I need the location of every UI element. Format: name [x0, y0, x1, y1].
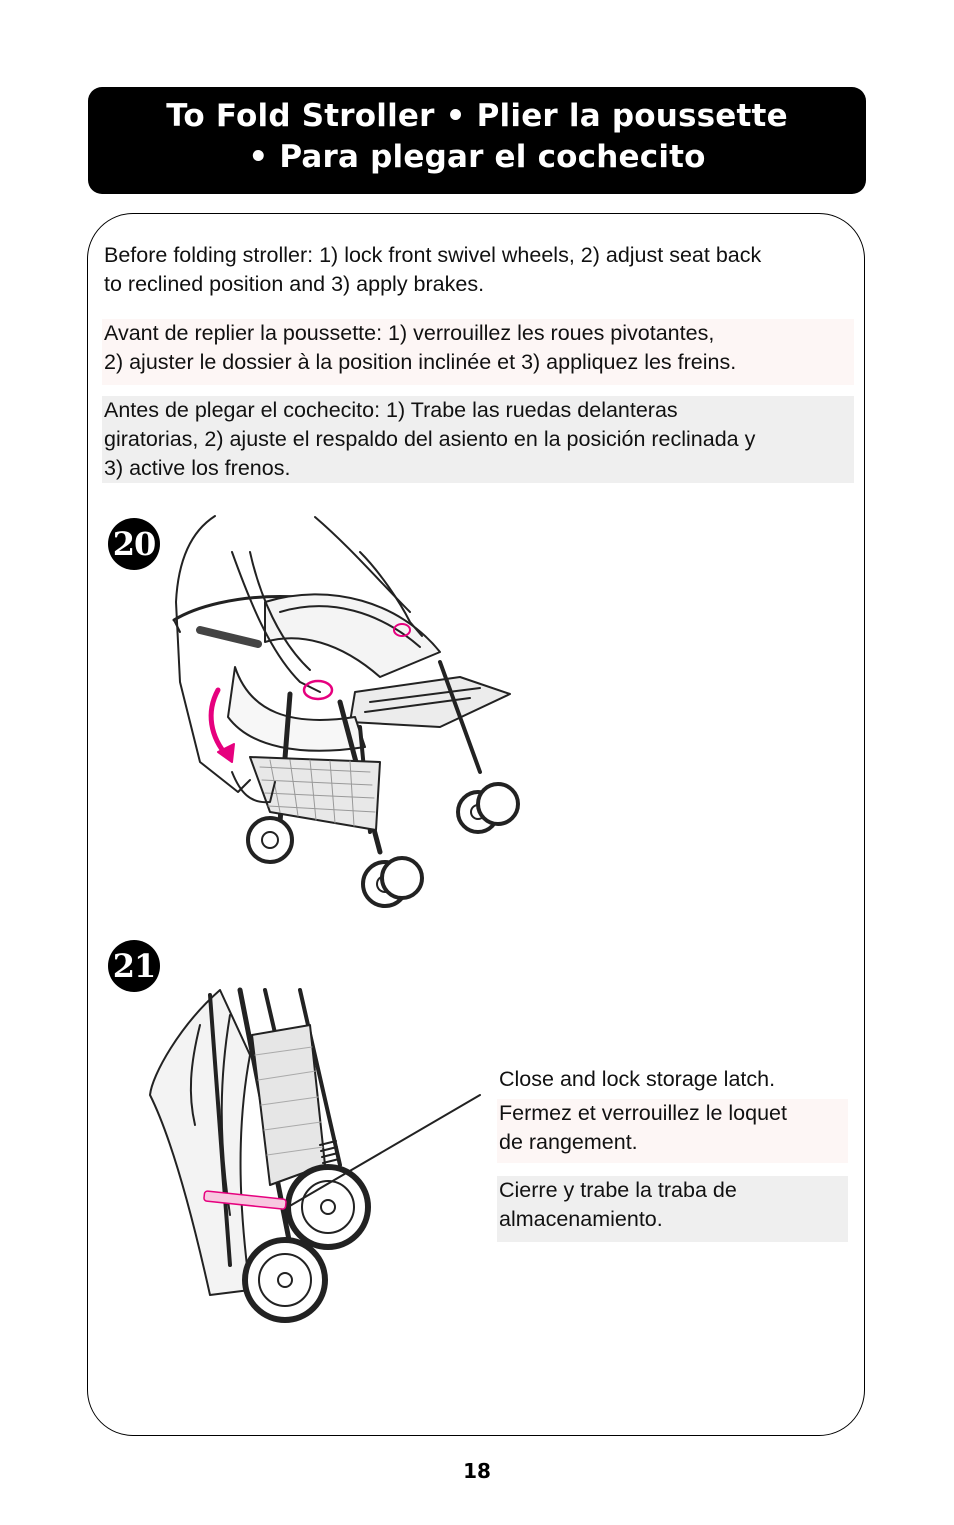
step-number-badge: 20: [108, 518, 160, 570]
header-title-line-2: • Para plegar el cochecito: [248, 139, 706, 175]
page-number: 18: [463, 1459, 491, 1483]
caption-spanish: Cierre y trabe la traba de almacenamiento.: [497, 1176, 848, 1242]
intro-spanish: Antes de plegar el cochecito: 1) Trabe las ruedas delanteras giratorias, 2) ajuste el respaldo del asiento en la posición reclinada y 3) active los frenos.: [102, 396, 854, 483]
step-number-badge: 21: [108, 940, 160, 992]
caption-french: Fermez et verrouillez le loquet de rangement.: [497, 1099, 848, 1163]
stroller-fold-illustration: [140, 512, 540, 922]
intro-english: Before folding stroller: 1) lock front swivel wheels, 2) adjust seat back to reclined position and 3) apply brakes.: [104, 243, 762, 296]
folded-stroller-illustration: [140, 985, 490, 1325]
header-title-line-1: To Fold Stroller • Plier la poussette: [166, 98, 788, 134]
intro-french: Avant de replier la poussette: 1) verrouillez les roues pivotantes, 2) ajuster le dossier à la position inclinée et 3) appliquez les freins.: [102, 319, 854, 385]
caption-english: Close and lock storage latch.: [499, 1067, 776, 1091]
section-header: [88, 87, 866, 194]
